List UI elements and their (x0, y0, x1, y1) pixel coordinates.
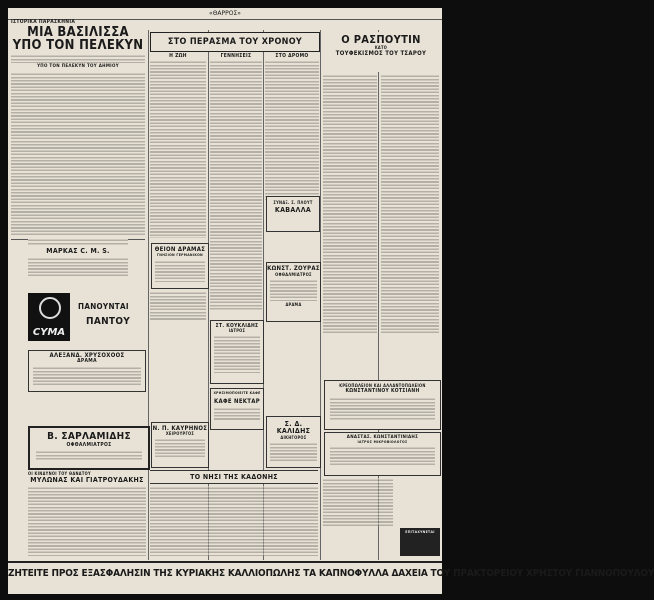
coffee-name: ΚΑΦΕ ΝΕΚΤΑΡ (213, 397, 261, 405)
ad-kavrinos (151, 422, 209, 468)
rasputin-sub1: ΚΑΤΟ (374, 45, 388, 50)
rasputin-sub2: ΤΟΥΦΕΚΙΣΜΟΣ ΤΟΥ ΤΣΑΡΟΥ (335, 50, 427, 57)
ad-anast (324, 432, 441, 476)
ad-kotsiani (324, 380, 441, 430)
zouras-city: ΔΡΑΜΑ (285, 302, 302, 307)
cyma-logo-block (28, 293, 70, 341)
kavala-head: ΣΥΝΑΞ. Σ. ΠΛΟΥΤ (273, 200, 313, 205)
section-title-box (150, 470, 318, 484)
bottom-banner: ΖΗΤΕΙΤΕ ΠΡΟΣ ΕΞΑΣΦΑΛΗΣΙΝ ΤΗΣ ΚΥΡΙΑΚΗΣ ΚΑΛΛΙΟΠΩΛΗΣ ΤΑ ΚΑΠΝΟΦΥΛΛΑ ΔΑΧΕΙΑ ΤΟΥ ΠΡΑΚΤΟΡΕΙΟΥ ΧΡΗΣΤΟΥ ΓΙΑΝΝΟΠΟΥΛΟΥ (8, 561, 442, 585)
center-banner: ΣΤΟ ΠΕΡΑΣΜΑ ΤΟΥ ΧΡΟΝΟΥ (167, 37, 303, 47)
rasputin-title: Ο ΡΑΣΠΟΥΤΙΝ (341, 33, 421, 46)
theion-title: ΘΕΙΟΝ ΔΡΑΜΑΣ (154, 246, 206, 253)
article-intro (11, 54, 145, 63)
column-1-bottom (28, 472, 146, 560)
running-head: «ΘΑΡΡΟΣ» (8, 8, 442, 20)
ad-kalidis (266, 416, 321, 468)
article-subhead: ΥΠΟ ΤΟΝ ΠΕΛΕΚΥΝ ΤΟΥ ΔΗΜΙΟΥ (37, 64, 119, 69)
anast-name: ΑΝΑΣΤΑΣ. ΚΩΝΣΤΑΝΤΙΝΙΔΗΣ (346, 435, 419, 440)
lower-center-text (150, 486, 318, 560)
article-title-line1: ΜΙΑ ΒΑΣΙΛΙΣΣΑ (27, 25, 129, 40)
newspaper-page (8, 8, 654, 594)
kotsiani-name: ΚΩΝΣΤΑΝΤΙΝΟΥ ΚΟΤΣΙΑΝΗ (345, 388, 420, 394)
small-ad-title: ΕΠΙΤΑΧΥΝΕΤΑΙ (405, 530, 435, 534)
tab-sto-dromo: ΣΤΟ ΔΡΟΜΟ (275, 53, 309, 59)
tab-genniseis: ΓΕΝΝΗΣΕΙΣ (220, 53, 252, 59)
kavrinos-title: ΧΕΙΡΟΥΡΓΟΣ (165, 431, 195, 436)
sarlamidis-name: Β. ΣΑΡΛΑΜΙΔΗΣ (47, 431, 131, 442)
cyma-slogan1: ΠΑΝΟΥΝΤΑΙ (78, 302, 129, 311)
bottom-article-kicker: ΟΙ ΚΙΝΔΥΝΟΙ ΤΟΥ ΘΑΝΑΤΟΥ (28, 471, 91, 476)
ad-kouklidis (210, 320, 264, 384)
ad-marka-title: ΜΑΡΚΑΣ C. M. S. (46, 247, 110, 255)
kouklidis-name: ΣΤ. ΚΟΥΚΛΙΔΗΣ (215, 323, 259, 329)
article-title-line2: ΥΠΟ ΤΟΝ ΠΕΛΕΚΥΝ (12, 38, 144, 53)
column-3 (210, 54, 262, 560)
kavala-city: ΚΑΒΑΛΛΑ (274, 206, 312, 214)
column-rule (148, 30, 149, 560)
kotsiani-title: ΚΡΕΟΠΩΛΕΙΟΝ ΚΑΙ ΑΛΛΑΝΤΟΠΩΛΕΙΟΝ (339, 383, 426, 388)
ad-marka-cms (28, 238, 128, 288)
chrysochos-city: ΔΡΑΜΑ (77, 358, 97, 364)
ad-chrysochos (28, 350, 146, 392)
ad-coffee (210, 388, 264, 430)
ad-cyma (28, 293, 146, 345)
tab-zoi: Η ΖΩΗ (169, 53, 187, 59)
section-title: ΤΟ ΝΗΣΙ ΤΗΣ ΚΑΔΟΝΗΣ (190, 473, 278, 481)
ad-kavala (266, 196, 320, 232)
kalidis-name: Σ. Δ. ΚΑΛΙΔΗΣ (276, 420, 311, 435)
theion-sub: ΓΝΗΣΙΟΝ ΓΕΡΜΑΝΙΚΟΝ (156, 253, 203, 257)
kalidis-title: ΔΙΚΗΓΟΡΟΣ (280, 435, 307, 440)
zouras-name: ΚΩΝΣΤ. ΖΟΥΡΑΣ (267, 265, 320, 272)
zouras-title: ΟΦΘΑΛΜΙΑΤΡΟΣ (275, 272, 312, 277)
ad-small-bottom-right (400, 528, 440, 556)
bottom-article-title: ΜΥΛΩΝΑΣ ΚΑΙ ΓΙΑΤΡΟΥΔΑΚΗΣ (30, 476, 144, 484)
watch-icon (39, 297, 61, 319)
kavrinos-name: Ν. Π. ΚΑΥΡΗΝΟΣ (152, 425, 208, 432)
cyma-brand: CYMA (32, 327, 66, 338)
ad-sarlamidis (28, 426, 150, 470)
kouklidis-title: ΙΑΤΡΟΣ (228, 328, 246, 333)
column-kicker: ΙΣΤΟΡΙΚΑ ΠΑΡΑΣΚΗΝΙΑ (11, 19, 76, 25)
cyma-slogan2: ΠΑΝΤΟΥ (86, 316, 131, 327)
sarlamidis-title: ΟΦΘΑΛΜΙΑΤΡΟΣ (66, 442, 112, 448)
rasputin-header (323, 32, 439, 72)
article-body (11, 72, 145, 237)
coffee-title: ΧΡΗΣΙΜΟΠΟΙΕΙΤΕ ΚΑΦΕ (213, 391, 261, 395)
anast-title: ΙΑΤΡΟΣ ΜΙΚΡΟΒΙΟΛΟΓΟΣ (357, 439, 408, 444)
center-banner-box (150, 32, 320, 52)
ad-theion (151, 243, 209, 289)
chrysochos-name: ΑΛΕΞΑΝΔ. ΧΡΥΣΟΧΟΟΣ (49, 352, 125, 359)
ad-konst-zouras (266, 262, 321, 322)
